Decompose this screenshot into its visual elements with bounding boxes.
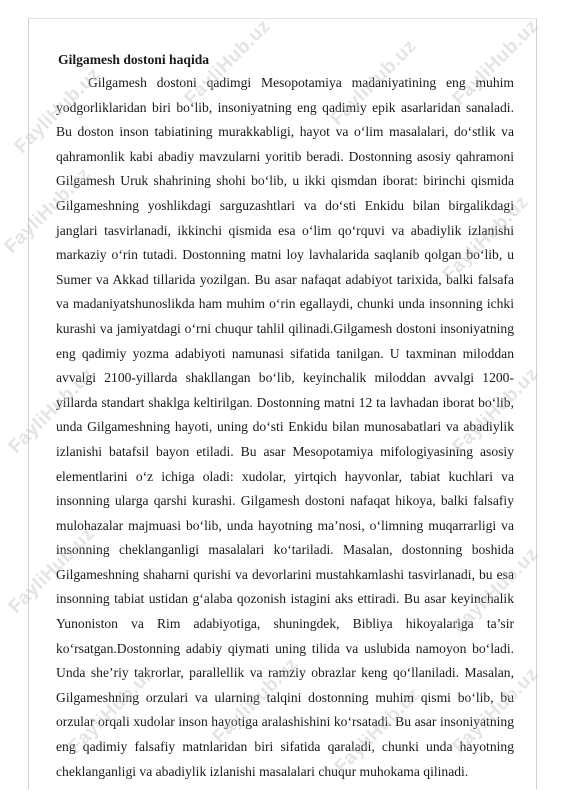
document-body: Gilgamesh dostoni qadimgi Mesopotamiya madaniyatining eng muhim yodgorliklaridan biri bo‘lib, insoniyatning eng qadimiy epik asarlaridan sanaladi. Bu doston inson tabiatining murakkabligi, hayot va o‘lim masalalari, do‘stlik va qahramonlik kabi abadiy mavzularni yoritib beradi. Dostonning asosiy qahramoni Gilgamesh Uruk shahrining shohi bo‘lib, u ikki qismdan iborat: birinchi qismida Gilgameshning yoshlikdagi sarguzashtlari va do‘sti Enkidu bilan birgalikdagi janglari tasvirlanadi, ikkinchi qismida esa o‘lim qo‘rquvi va abadiylik izlanishi markaziy o‘rin tutadi. Dostonning matni loy lavhalarida saqlanib qolgan bo‘lib, u Sumer va Akkad tillarida yozilgan. Bu asar nafaqat adabiyot tarixida, balki falsafa va madaniyatshunoslikda ham muhim o‘rin egallaydi, chunki unda insonning ichki kurashi va jamiyatdagi o‘rni chuqur tahlil qilinadi.Gilgamesh dostoni insoniyatning eng qadimiy yozma adabiyoti namunasi sifatida tanilgan. U taxminan miloddan avvalgi 2100-yillarda shakllangan bo‘lib, keyinchalik miloddan avvalgi 1200-yillarda standart shaklga keltirilgan. Dostonning matni 12 ta lavhadan iborat bo‘lib, unda Gilgameshning hayoti, uning do‘sti Enkidu bilan munosabatlari va abadiylik izlanishi batafsil bayon etiladi. Bu asar Mesopotamiya mifologiyasining asosiy elementlarini o‘z ichiga oladi: xudolar, yirtqich hayvonlar, tabiat kuchlari va insonning ularga qarshi kurashi. Gilgamesh dostoni nafaqat hikoya, balki falsafiy mulohazalar majmuasi bo‘lib, unda hayotning ma’nosi, o‘limning muqarrarligi va insonning cheklanganligi masalalari ko‘tariladi. Masalan, dostonning boshida Gilgameshning shaharni qurishi va devorlarini mustahkamlashi tasvirlanadi, bu esa insonning tabiat ustidan g‘alaba qozonish istagini aks ettiradi. Bu asar keyinchalik Yunoniston va Rim adabiyotiga, shuningdek, Bibliya hikoyalariga ta’sir ko‘rsatgan.Dostonning adabiy qiymati uning tilida va uslubida namoyon bo‘ladi. Unda she’riy takrorlar, parallellik va ramziy obrazlar keng qo‘llaniladi. Masalan, Gilgameshning orzulari va ularning talqini dostonning muhim qismi bo‘lib, bu orzular orqali xudolar inson hayotiga aralashishini ko‘rsatadi. Bu asar insoniyatning eng qadimiy falsafiy matnlaridan biri sifatida qaraladi, chunki unda hayotning cheklanganligi va abadiylik izlanishi masalalari chuqur muhokama qilinadi. bbox=[56, 75, 514, 779]
watermark-logo: FayliHub.uz bbox=[448, 363, 543, 458]
watermark-logo: FayliHub.uz bbox=[10, 63, 105, 158]
watermark-logo: FayliHub.uz bbox=[4, 523, 99, 618]
watermark-logo: FayliHub.uz bbox=[0, 163, 95, 258]
watermark-logo: FayliHub.uz bbox=[180, 15, 275, 110]
document-content bbox=[56, 49, 514, 784]
watermark-logo: FayliHub.uz bbox=[438, 191, 533, 286]
watermark-logo: FayliHub.uz bbox=[330, 683, 425, 778]
watermark-logo: FayliHub.uz bbox=[64, 663, 159, 758]
watermark-logo: FayliHub.uz bbox=[448, 15, 543, 110]
watermark-logo: FayliHub.uz bbox=[448, 663, 543, 758]
watermark-logo: FayliHub.uz bbox=[448, 543, 543, 638]
document-heading: Gilgamesh dostoni haqida bbox=[58, 52, 210, 67]
watermark-logo: FayliHub.uz bbox=[208, 653, 303, 748]
watermark-logo: FayliHub.uz bbox=[4, 363, 99, 458]
watermark-logo: FayliHub.uz bbox=[326, 35, 421, 130]
